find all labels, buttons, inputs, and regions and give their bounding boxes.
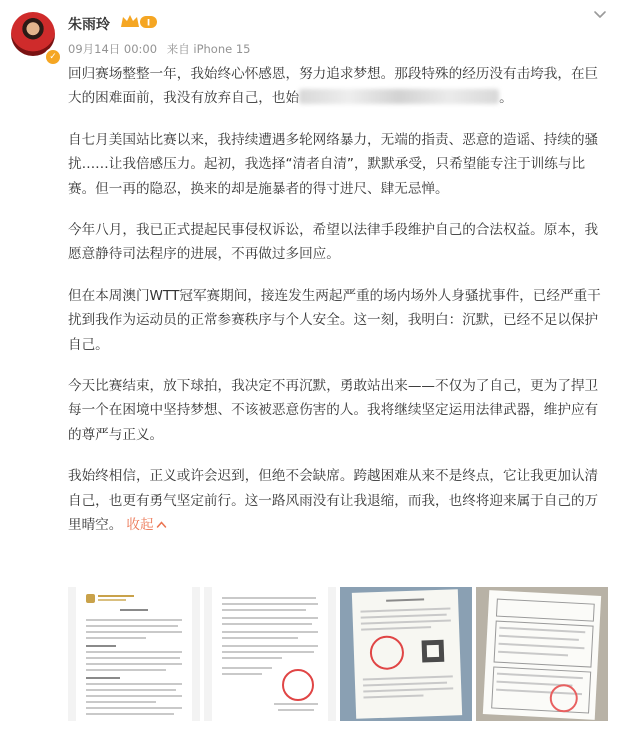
document-page-with-stamp: [212, 587, 328, 721]
collapse-label: 收起: [126, 517, 154, 534]
post-source: 来自 iPhone 15: [166, 42, 251, 56]
vip-crown-icon[interactable]: [118, 12, 160, 32]
chevron-up-icon: [156, 520, 167, 529]
law-firm-letter-page: [76, 587, 192, 721]
paragraph-2: 自七月美国站比赛以来，我持续遭遇多轮网络暴力，无端的指责、恶意的造谣、持续的骚扰……让我倍感压力。起初，我选择“清者自清”，默默承受，只希望能专注于训练与比赛。但一再的隐忍，换来的却是施暴者的得寸进尺、肆无忌惮。: [68, 131, 599, 197]
image-thumb-4[interactable]: [476, 587, 608, 721]
redacted-text: [299, 89, 499, 104]
user-name[interactable]: 朱雨玲: [68, 17, 110, 33]
police-receipt-photo: [352, 589, 462, 719]
paragraph-6: [68, 464, 608, 537]
vip-level: I: [146, 18, 151, 29]
image-thumb-1[interactable]: [68, 587, 200, 721]
post-time[interactable]: 09月14日 00:00: [68, 42, 158, 56]
image-thumb-2[interactable]: [204, 587, 336, 721]
paragraph-6-text: 我始终相信，正义或许会迟到，但绝不会缺席。跨越困难从来不是终点，它让我更加认清自己，也更有勇气坚定前行。这一路风雨没有让我退缩，而我，也终将迎来属于自己的万里晴空。: [68, 468, 599, 534]
post-body: [68, 62, 608, 538]
post-header: [0, 0, 620, 64]
verified-badge-icon: ✓: [44, 48, 62, 66]
paragraph-4: 但在本周澳门WTT冠军赛期间，接连发生两起严重的场内场外人身骚扰事件，已经严重干扰到我作为运动员的正常参赛秩序与个人安全。这一刻，我明白：沉默，已经不足以保护自己。: [68, 287, 601, 353]
paragraph-1-end: 。: [499, 90, 513, 107]
image-gallery: [68, 587, 608, 721]
post-meta: [68, 41, 257, 57]
paragraph-1-text: 回归赛场整整一年，我始终心怀感恩，努力追求梦想。那段特殊的经历没有击垮我，在巨大的困难面前，我没有放弃自己，也始: [68, 66, 599, 107]
red-stamp: [369, 635, 404, 670]
court-document-photo: [483, 590, 601, 720]
collapse-button[interactable]: [126, 517, 166, 533]
paragraph-5: 今天比赛结束，放下球拍，我决定不再沉默，勇敢站出来——不仅为了自己，更为了捍卫每一个在困境中坚持梦想、不该被恶意伤害的人。我将继续坚定运用法律武器，维护应有的尊严与正义。: [68, 378, 599, 443]
paragraph-1: [68, 62, 608, 111]
paragraph-3: 今年八月，我已正式提起民事侵权诉讼，希望以法律手段维护自己的合法权益。原本，我愿意静待司法程序的进展，不再做过多回应。: [68, 222, 599, 263]
image-thumb-3[interactable]: [340, 587, 472, 721]
red-stamp: [282, 669, 314, 701]
chevron-down-icon[interactable]: [592, 6, 608, 22]
